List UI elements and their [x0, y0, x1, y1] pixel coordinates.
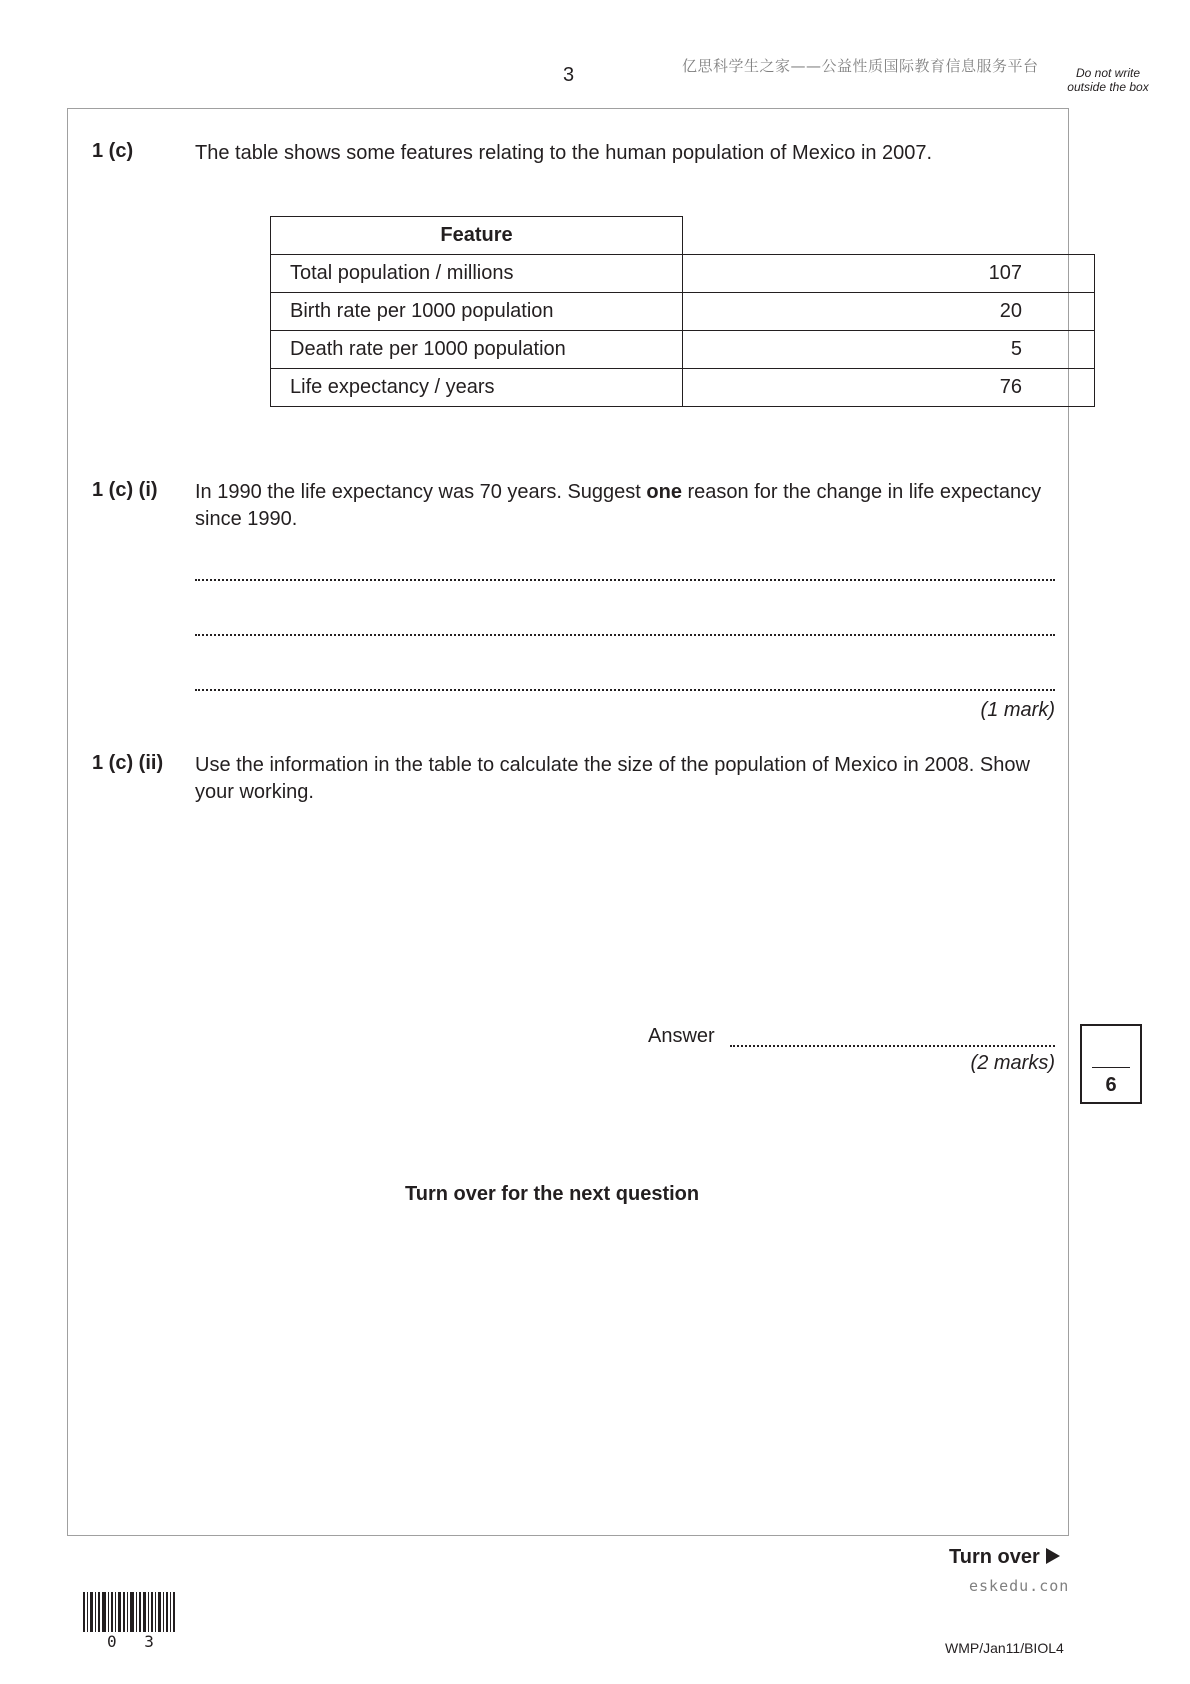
question-number-1ci: 1 (c) (i)	[92, 479, 158, 501]
table-header-feature: Feature	[271, 217, 683, 255]
question-text-1c: The table shows some features relating to the human population of Mexico in 2007.	[195, 142, 933, 164]
table-cell-label: Death rate per 1000 population	[271, 331, 683, 369]
answer-line[interactable]	[730, 1043, 1055, 1047]
question-text-1cii: Use the information in the table to calculate the size of the population of Mexico in 2008. Show your working.	[195, 754, 1030, 803]
turn-over-label	[949, 1546, 1060, 1569]
barcode-number: 0 3	[107, 1632, 163, 1651]
table-row	[271, 369, 1095, 407]
arrow-right-icon	[1046, 1548, 1060, 1564]
paper-code: WMP/Jan11/BIOL4	[945, 1640, 1064, 1656]
question-text-1ci	[195, 479, 1045, 533]
barcode-icon	[83, 1592, 177, 1632]
site-watermark: eskedu.con	[969, 1577, 1070, 1595]
answer-line[interactable]	[195, 687, 1055, 691]
table-row	[271, 331, 1095, 369]
table-row	[271, 255, 1095, 293]
score-value: 6	[1105, 1074, 1117, 1096]
table-cell-label: Life expectancy / years	[271, 369, 683, 407]
turn-over-text: Turn over	[949, 1546, 1040, 1568]
table-cell-value: 76	[683, 369, 1095, 407]
score-divider	[1092, 1067, 1130, 1068]
question-text-part: In 1990 the life expectancy was 70 years. Suggest	[195, 481, 647, 503]
table-cell-value: 107	[683, 255, 1095, 293]
question-text-part: reason for the change in life expectancy since 1990.	[195, 481, 1042, 530]
question-text-emphasis: one	[646, 481, 682, 503]
marks-label-1cii: (2 marks)	[970, 1052, 1055, 1074]
table-cell-value: 5	[683, 331, 1095, 369]
answer-line[interactable]	[195, 632, 1055, 636]
margin-note: Do not write outside the box	[1067, 66, 1149, 94]
page-number: 3	[563, 64, 575, 86]
answer-line[interactable]	[195, 577, 1055, 581]
table-header-blank	[683, 217, 1095, 255]
marks-label-1ci: (1 mark)	[980, 699, 1055, 721]
table-header-row	[271, 217, 1095, 255]
watermark-text: 亿思科学生之家——公益性质国际教育信息服务平台	[682, 57, 1039, 75]
question-number-1cii: 1 (c) (ii)	[92, 752, 164, 774]
score-box	[1080, 1024, 1142, 1104]
answer-label: Answer	[648, 1025, 715, 1047]
turn-over-next-text: Turn over for the next question	[405, 1183, 700, 1205]
table-cell-label: Birth rate per 1000 population	[271, 293, 683, 331]
table-cell-value: 20	[683, 293, 1095, 331]
table-cell-label: Total population / millions	[271, 255, 683, 293]
question-number-1c: 1 (c)	[92, 140, 134, 162]
feature-table	[270, 216, 1095, 407]
table-row	[271, 293, 1095, 331]
